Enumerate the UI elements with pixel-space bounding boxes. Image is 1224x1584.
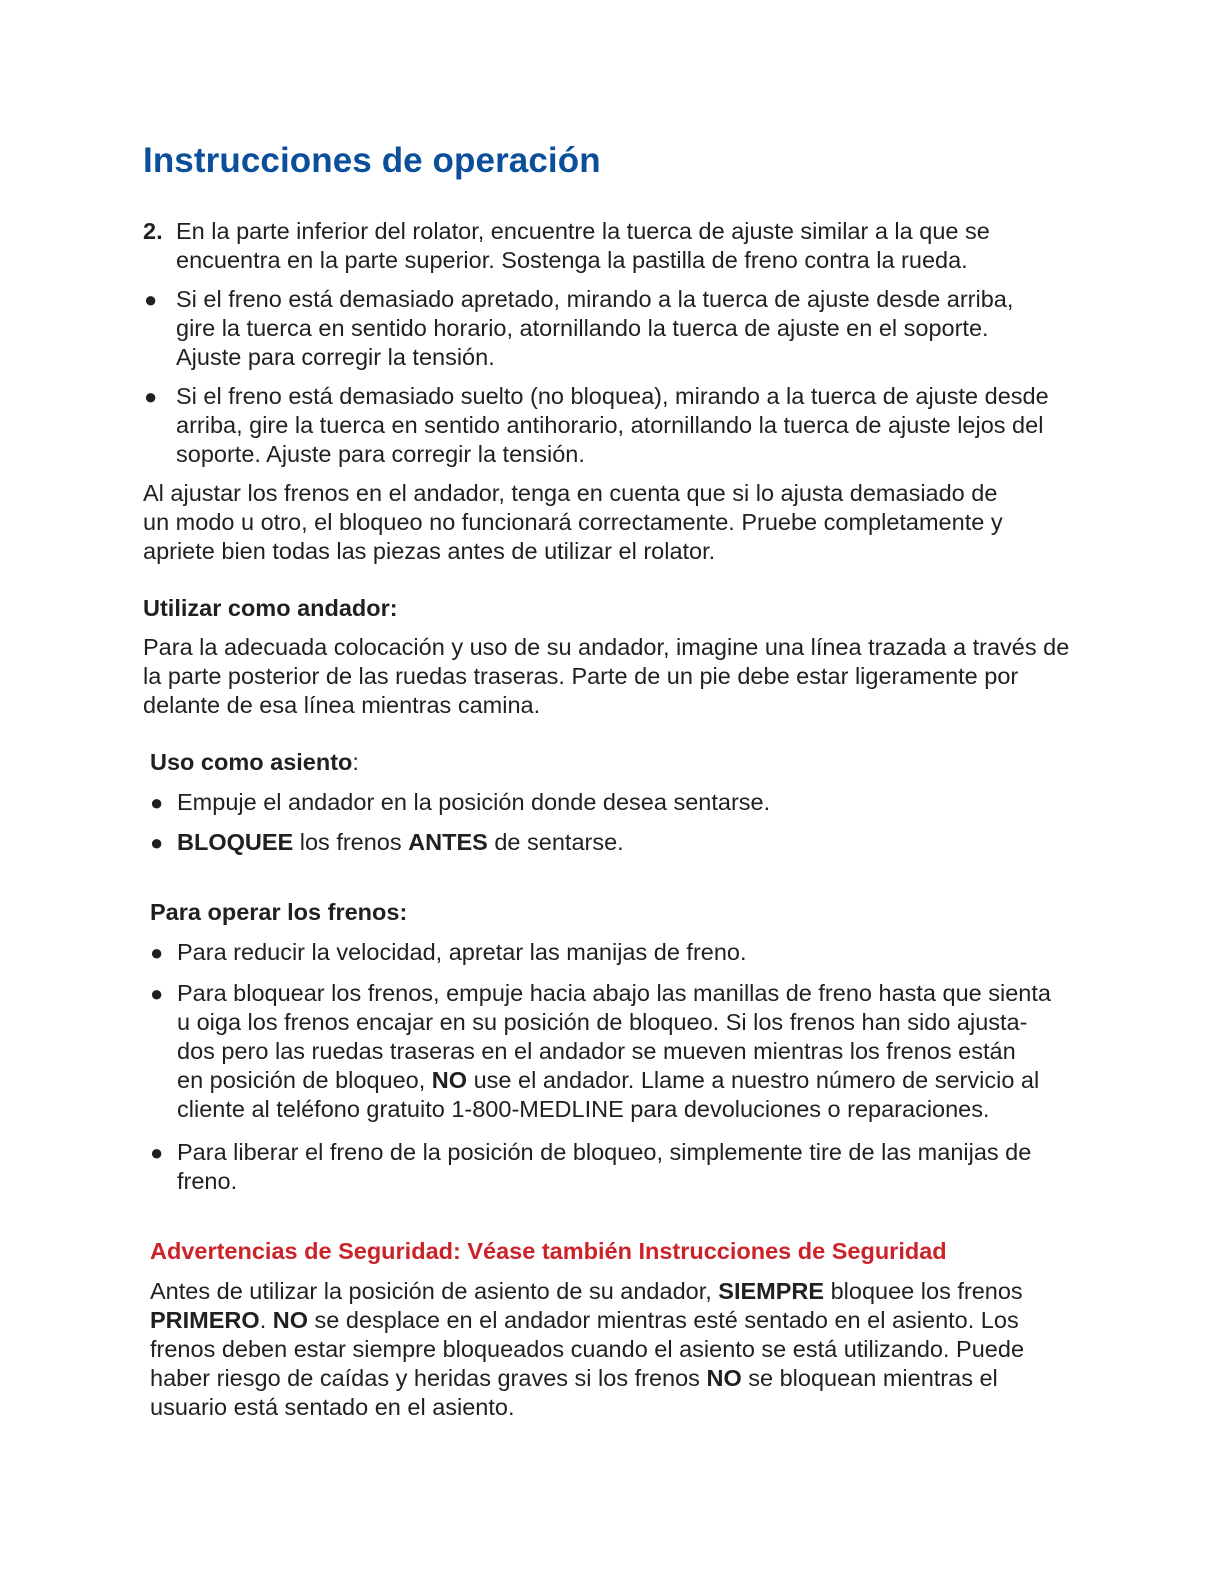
seat-heading-colon: : bbox=[352, 749, 359, 775]
text: en posición de bloqueo, bbox=[177, 1067, 432, 1093]
text: bloquee los frenos bbox=[824, 1278, 1023, 1304]
list-item bbox=[150, 828, 624, 857]
list-item bbox=[150, 788, 770, 817]
emphasis: ANTES bbox=[408, 829, 488, 855]
list-item bbox=[150, 1138, 1031, 1196]
list-item bbox=[150, 979, 1051, 1124]
paragraph-line: apriete bien todas las piezas antes de utilizar el rolator. bbox=[143, 538, 716, 564]
bullet-icon: ● bbox=[150, 790, 164, 815]
text: de sentarse. bbox=[487, 829, 624, 855]
list-item-line bbox=[177, 1066, 1051, 1095]
text: use el andador. Llame a nuestro número de servicio al bbox=[467, 1067, 1040, 1093]
paragraph-line bbox=[150, 1306, 1024, 1335]
paragraph-line bbox=[150, 1277, 1024, 1306]
list-item-line bbox=[177, 828, 624, 857]
text: se bloquean mientras el bbox=[741, 1365, 998, 1391]
list-item-line: dos pero las ruedas traseras en el andador se mueven mientras los frenos están bbox=[177, 1038, 1016, 1064]
page-title: Instrucciones de operación bbox=[143, 141, 601, 180]
list-item-line: cliente al teléfono gratuito 1-800-MEDLINE para devoluciones o reparaciones. bbox=[177, 1096, 990, 1122]
bullet-icon: ● bbox=[144, 384, 158, 409]
list-item-line: Si el freno está demasiado apretado, mirando a la tuerca de ajuste desde arriba, bbox=[176, 286, 1014, 312]
text: los frenos bbox=[293, 829, 409, 855]
paragraph-line: delante de esa línea mientras camina. bbox=[143, 692, 541, 718]
walker-paragraph bbox=[143, 633, 1069, 720]
text: haber riesgo de caídas y heridas graves si los frenos bbox=[150, 1365, 707, 1391]
list-item-line: u oiga los frenos encajar en su posición de bloqueo. Si los frenos han sido ajusta- bbox=[177, 1009, 1028, 1035]
seat-heading bbox=[150, 748, 359, 777]
bullet-icon: ● bbox=[150, 830, 164, 855]
emphasis: SIEMPRE bbox=[718, 1278, 825, 1304]
list-item bbox=[150, 938, 747, 967]
bullet-icon: ● bbox=[144, 287, 158, 312]
list-item-line: Ajuste para corregir la tensión. bbox=[176, 344, 495, 370]
emphasis: NO bbox=[431, 1067, 468, 1093]
step-number: 2. bbox=[143, 218, 163, 244]
list-item-line: Para bloquear los frenos, empuje hacia abajo las manillas de freno hasta que sienta bbox=[177, 980, 1051, 1006]
emphasis: PRIMERO bbox=[150, 1307, 260, 1333]
emphasis: BLOQUEE bbox=[177, 829, 294, 855]
paragraph-line: usuario está sentado en el asiento. bbox=[150, 1394, 515, 1420]
bullet-icon: ● bbox=[150, 1140, 164, 1165]
paragraph-line: frenos deben estar siempre bloqueados cuando el asiento se está utilizando. Puede bbox=[150, 1336, 1025, 1362]
paragraph-line: Para la adecuada colocación y uso de su andador, imagine una línea trazada a través de bbox=[143, 634, 1070, 660]
paragraph-line: Al ajustar los frenos en el andador, tenga en cuenta que si lo ajusta demasiado de bbox=[143, 480, 998, 506]
walker-heading: Utilizar como andador: bbox=[143, 595, 398, 621]
safety-heading: Advertencias de Seguridad: Véase también Instrucciones de Seguridad bbox=[150, 1238, 947, 1264]
list-item-line: Para liberar el freno de la posición de bloqueo, simplemente tire de las manijas de bbox=[177, 1139, 1032, 1165]
list-item bbox=[143, 285, 1013, 372]
step-2 bbox=[143, 217, 990, 275]
safety-paragraph bbox=[150, 1277, 1024, 1422]
list-item-line: Empuje el andador en la posición donde desea sentarse. bbox=[177, 789, 771, 815]
list-item bbox=[143, 382, 1049, 469]
text: se desplace en el andador mientras esté sentado en el asiento. Los bbox=[308, 1307, 1019, 1333]
bullet-icon: ● bbox=[150, 940, 164, 965]
list-item-line: soporte. Ajuste para corregir la tensión. bbox=[176, 441, 585, 467]
list-item-line: gire la tuerca en sentido horario, atornillando la tuerca de ajuste en el soporte. bbox=[176, 315, 989, 341]
text: Antes de utilizar la posición de asiento de su andador, bbox=[150, 1278, 719, 1304]
adjust-note bbox=[143, 479, 1003, 566]
text: . bbox=[259, 1307, 273, 1333]
emphasis: NO bbox=[272, 1307, 308, 1333]
paragraph-line: la parte posterior de las ruedas traseras. Parte de un pie debe estar ligeramente por bbox=[143, 663, 1019, 689]
paragraph-line: un modo u otro, el bloqueo no funcionará correctamente. Pruebe completamente y bbox=[143, 509, 1003, 535]
list-item-line: Para reducir la velocidad, apretar las manijas de freno. bbox=[177, 939, 747, 965]
list-item-line: freno. bbox=[177, 1168, 238, 1194]
emphasis: NO bbox=[706, 1365, 742, 1391]
brakes-heading: Para operar los frenos: bbox=[150, 899, 408, 925]
seat-heading-text: Uso como asiento bbox=[150, 749, 353, 775]
step-2-line-2: encuentra en la parte superior. Sostenga la pastilla de freno contra la rueda. bbox=[176, 247, 968, 273]
list-item-line: Si el freno está demasiado suelto (no bloquea), mirando a la tuerca de ajuste desde bbox=[176, 383, 1049, 409]
bullet-icon: ● bbox=[150, 981, 164, 1006]
step-2-line-1: En la parte inferior del rolator, encuentre la tuerca de ajuste similar a la que se bbox=[176, 218, 990, 244]
list-item-line: arriba, gire la tuerca en sentido antihorario, atornillando la tuerca de ajuste lejos del bbox=[176, 412, 1044, 438]
paragraph-line bbox=[150, 1364, 1024, 1393]
